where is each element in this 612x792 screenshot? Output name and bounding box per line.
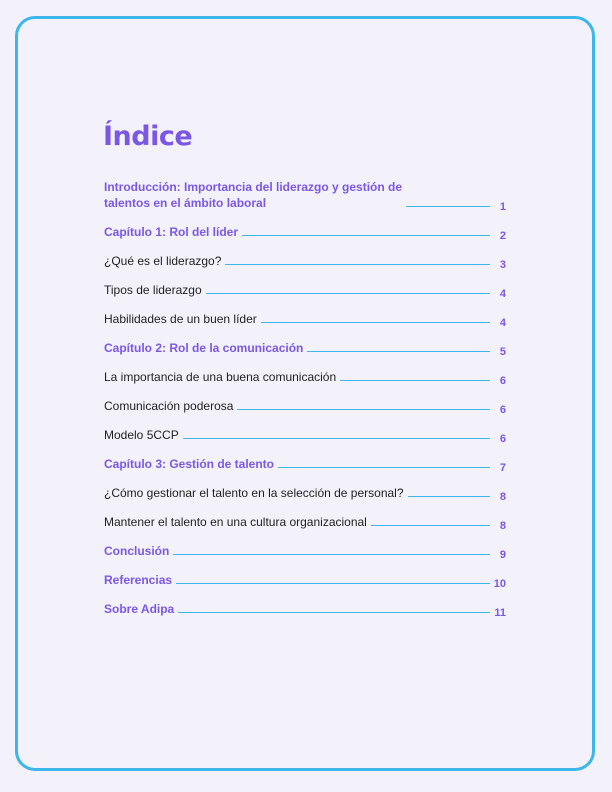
toc-entry-title xyxy=(104,601,174,617)
toc-entry-title-line: Introducción: Importancia del liderazgo y gestión de xyxy=(104,180,403,194)
toc-leader-line xyxy=(340,380,490,381)
toc-entry-title xyxy=(104,456,274,472)
toc-leader-line xyxy=(406,206,490,207)
toc-page-number: 1 xyxy=(499,201,506,213)
toc-page-number: 4 xyxy=(499,317,506,329)
toc-leader-line xyxy=(408,496,490,497)
toc-leader-line xyxy=(178,612,490,613)
toc-entry[interactable] xyxy=(104,339,506,368)
toc-page-number: 6 xyxy=(499,375,506,387)
toc-entry-title-line: ¿Qué es el liderazgo? xyxy=(104,254,222,268)
toc-entry[interactable] xyxy=(104,542,506,571)
toc-entry-title-line: ¿Cómo gestionar el talento en la selección de personal? xyxy=(104,486,404,500)
toc-leader-line xyxy=(261,322,490,323)
toc-entry[interactable] xyxy=(104,252,506,281)
toc-entry[interactable] xyxy=(104,426,506,455)
index-title: Índice xyxy=(103,121,193,152)
toc-entry-title xyxy=(104,485,404,501)
toc-entry-title xyxy=(104,340,303,356)
toc-leader-line xyxy=(371,525,490,526)
toc-entry-title xyxy=(104,572,172,588)
toc-page-number: 9 xyxy=(499,549,506,561)
toc-entry-title-line: Referencias xyxy=(104,573,173,587)
toc-entry-title xyxy=(104,398,233,414)
toc-entry[interactable] xyxy=(104,310,506,339)
toc-entry[interactable] xyxy=(104,368,506,397)
toc-entry-title-line: Comunicación poderosa xyxy=(104,399,234,413)
toc-entry[interactable] xyxy=(104,170,506,223)
toc-page-number: 6 xyxy=(499,404,506,416)
toc-entry[interactable] xyxy=(104,484,506,513)
toc-page-number: 5 xyxy=(499,346,506,358)
toc-leader-line xyxy=(183,438,490,439)
toc-page-number: 10 xyxy=(493,578,506,590)
toc-entry-title-line: Tipos de liderazgo xyxy=(104,283,202,297)
toc-entry-title xyxy=(104,224,238,240)
toc-leader-line xyxy=(237,409,490,410)
toc-leader-line xyxy=(307,351,490,352)
toc-entry[interactable] xyxy=(104,397,506,426)
toc-entry[interactable] xyxy=(104,455,506,484)
toc-entry-title xyxy=(104,514,367,530)
toc-entry[interactable] xyxy=(104,600,506,629)
toc-entry-title-line: Modelo 5CCP xyxy=(104,428,179,442)
toc-entry[interactable] xyxy=(104,571,506,600)
toc-entry[interactable] xyxy=(104,281,506,310)
toc-entry-title xyxy=(104,543,169,559)
toc-entry-title xyxy=(104,253,221,269)
toc-leader-line xyxy=(278,467,490,468)
toc-entry-title-line: Sobre Adipa xyxy=(104,602,175,616)
toc-entry-title-line: Habilidades de un buen líder xyxy=(104,312,257,326)
toc-page-number: 3 xyxy=(499,259,506,271)
toc-entry-title-line: Conclusión xyxy=(104,544,170,558)
toc-entry-title xyxy=(104,369,336,385)
toc-entry-title-line: Capítulo 2: Rol de la comunicación xyxy=(104,341,304,355)
toc-page-number: 4 xyxy=(499,288,506,300)
toc-entry[interactable] xyxy=(104,223,506,252)
toc-leader-line xyxy=(206,293,490,294)
toc-page-number: 2 xyxy=(499,230,506,242)
toc-entry-title xyxy=(104,427,179,443)
toc-entry-title-line: La importancia de una buena comunicación xyxy=(104,370,337,384)
toc-leader-line xyxy=(173,554,490,555)
toc-entry-title-line: Capítulo 1: Rol del líder xyxy=(104,225,239,239)
toc-page-number: 7 xyxy=(499,462,506,474)
toc-page-number: 6 xyxy=(499,433,506,445)
table-of-contents xyxy=(104,170,506,629)
toc-page-number: 11 xyxy=(494,607,506,619)
toc-entry[interactable] xyxy=(104,513,506,542)
toc-entry-title-line: Capítulo 3: Gestión de talento xyxy=(104,457,275,471)
toc-entry-title xyxy=(104,282,202,298)
toc-page-number: 8 xyxy=(499,491,506,503)
toc-entry-title-line: Mantener el talento en una cultura organizacional xyxy=(104,515,367,529)
toc-leader-line xyxy=(225,264,490,265)
toc-entry-title xyxy=(104,311,257,327)
toc-leader-line xyxy=(176,583,490,584)
toc-leader-line xyxy=(242,235,490,236)
toc-entry-title-line: talentos en el ámbito laboral xyxy=(104,196,267,210)
toc-entry-title xyxy=(104,179,402,211)
toc-page-number: 8 xyxy=(499,520,506,532)
